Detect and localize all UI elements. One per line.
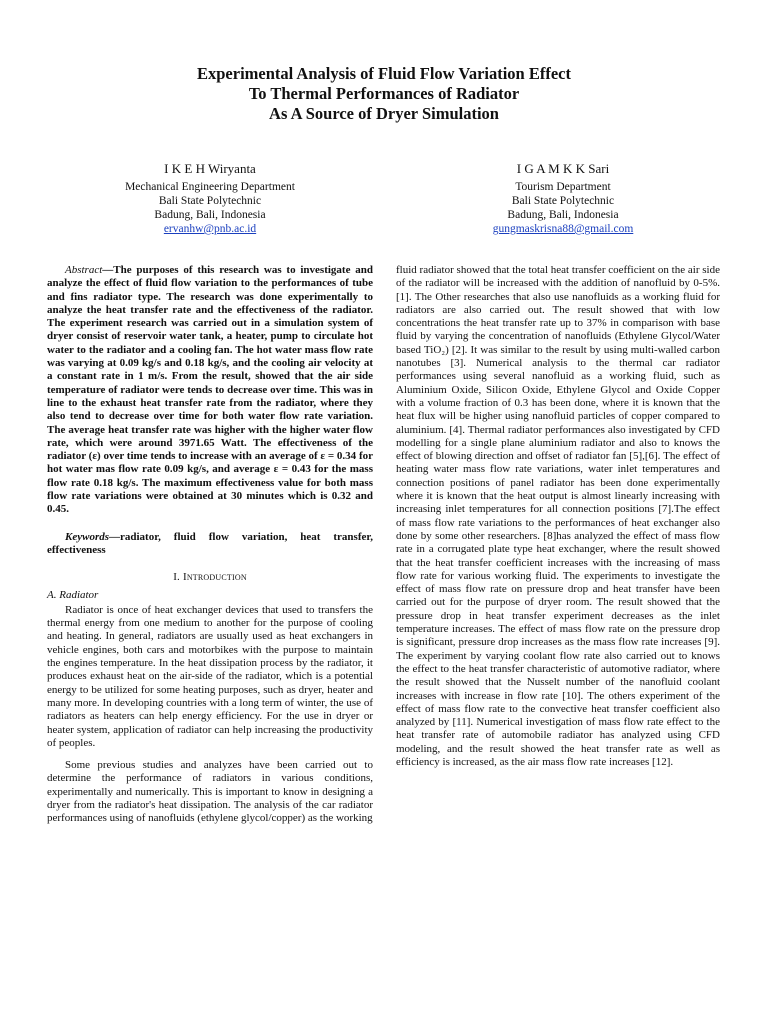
- author-location: Badung, Bali, Indonesia: [507, 209, 619, 221]
- left-column: [47, 264, 373, 835]
- author-institution: Bali State Polytechnic: [511, 195, 615, 207]
- author-department: Tourism Department: [515, 181, 611, 193]
- paragraph-radiator: Radiator is once of heat exchanger devices that used to transfers the thermal energy from one medium to another for the purpose of cooling and heating. In general, radiators are usually used as heat exchangers in vehicle engines, both cars and motorbikes with the purpose to maintain the engines temperature. In the heat dissipation process by the radiator, it produces exhaust heat on the air-side of the radiator, which is a potential energy to be utilized for some heating purposes, such as dryer, heater and many more. In developing countries with a long term of winter, the use of radiators as heaters can help energy efficiency. For the use in dryer or heater system, application of radiator can help increasing the productivity of peoples.: [47, 603, 373, 749]
- right-column: [396, 264, 720, 769]
- paragraph-previous-studies: Some previous studies and analyzes have been carried out to determine the performance of radiators in various conditions, experimentally and numerically. This is important to know in designing a dryer from the radiator's heat dissipation. The analysis of the car radiator performances using of nanofluids (ethylene glycol/copper) as the working: [47, 759, 373, 825]
- abstract: [47, 264, 373, 517]
- section-number: I.: [173, 571, 181, 584]
- author-name: I G A M K K Sari: [516, 161, 610, 176]
- title-line-1: Experimental Analysis of Fluid Flow Variation Effect: [196, 64, 571, 83]
- subsection-heading: A. Radiator: [47, 588, 99, 601]
- paper-title: [40, 64, 728, 124]
- author-name: I K E H Wiryanta: [164, 161, 256, 176]
- keywords-label: Keywords: [65, 530, 109, 543]
- section-title: Introduction: [182, 571, 247, 584]
- title-line-3: As A Source of Dryer Simulation: [269, 104, 499, 123]
- author-block-1: [50, 162, 370, 236]
- author-location: Badung, Bali, Indonesia: [154, 209, 266, 221]
- author-department: Mechanical Engineering Department: [125, 181, 295, 193]
- section-heading: [47, 571, 373, 584]
- abstract-text: —The purposes of this research was to investigate and analyze the effect of fluid flow variation to the performances of tube and fins radiator type. The research was done experimentally to analyze the heat transfer rate and the effectiveness of the radiator. The experiment research was carried out in a simulation system of dryer consist of reservoir water tank, a heater, pump to circulate hot water to the radiator and a cooling fan. The hot water mass flow rate was varying at 0.09 kg/s and 0.18 kg/s, and the cooling air velocity at a constant rate in 1 m/s. From the result, showed that the air side temperature of radiator were tends to decrease over time. This was in line to the exhaust heat transfer rate from the radiator, where they also tend to decrease over time for both water flow rate variation. The average heat transfer rate was higher with the higher water flow rate, which were around 3971.65 Watt. The effectiveness of the radiator (ε) over time tends to increase with an average of ε = 0.34 for hot water mas flow rate 0.09 kg/s, and average ε = 0.43 for the mass flow rate 0.18 kg/s. The maximum effectiveness value for both mass flow rate variations were obtained at 30 minutes which is 0.32 and 0.45.: [47, 264, 373, 516]
- keywords: [47, 531, 373, 558]
- author-block-2: [400, 162, 726, 236]
- paragraph-continued: fluid radiator showed that the total heat transfer coefficient on the air side of the radiator will be increased with the addition of nanofluid by 0-5%. [1]. The Other researches that also use nanofluids as a working fluid for radiators are also carried out. The result showed that with low concentrations the heat transfer rate up to 37% in comparison with base fluid by varying the concentration of nanofluids (Ethylene Glycol/Water based TiO₂) [2]. It was similar to the result by using multi-walled carbon nanotubes [3]. Numerical analysis to the thermal car radiator performances using several nanofluid as a working fluid, such as Aluminium Oxide, Silicon Oxide, Ethylene Glycol and Oxide Copper with a volume fraction of 0.3 has been done, where it is known that the heat flux will be higher using nanofluid particles of copper compared to aluminium. [4]. Thermal radiator performances also investigated by CFD modelling for a single plane aluminium radiator and also to knows the effect of blowing direction and offset of radiator fan [5],[6]. The effect of heating water mass flow rate variations, water inlet temperatures and connection positions of panel radiator has been done experimentally where it is known that the heat output is almost linearly increasing with increasing inlet temperatures for all connection positions [7].The effect of mass flow rate variations to the performances of heat exchanger also done by some other researchers. [8]has analyzed the effect of mass flow rate in a corrugated plate type heat exchanger, where the result showed that the heat transfer coefficient increases with the increasing of mass flow rate for various working fluid. The experiments to investigate the effect of mass flow rate on pressure drop and heat transfer have been carried out for the purpose of dryer room. The result showed that the pressure drop in heat transfer experiment decreases as the inlet temperature increases. The effect of mass flow rate on the pressure drop is significant, pressure drop increases as the mass flow rate increases [9]. The experiment by varying coolant flow rate also carried out to knows the effect to the heat transfer characteristic of automotive radiator, where the result showed that the Nusselt number of the nanofluid coolant increases with increase in flow rate [10]. The others experiment of the effect of mass flow rate to the convective heat transfer coefficient also analyzed by [11]. Numerical investigation of mass flow rate effect to the heat transfer rate of automobile radiator has analyzed using CFD modeling, and the result showed the heat transfer rate as well as efficiency is increased, as the air mass flow rate increases [12].: [396, 264, 720, 768]
- title-line-2: To Thermal Performances of Radiator: [248, 84, 520, 103]
- abstract-label: Abstract: [65, 264, 103, 276]
- author-email-link[interactable]: ervanhw@pnb.ac.id: [163, 223, 257, 235]
- author-email-link[interactable]: gungmaskrisna88@gmail.com: [492, 223, 634, 235]
- author-institution: Bali State Polytechnic: [158, 195, 262, 207]
- keywords-text: —radiator, fluid flow variation, heat transfer, effectiveness: [47, 530, 373, 556]
